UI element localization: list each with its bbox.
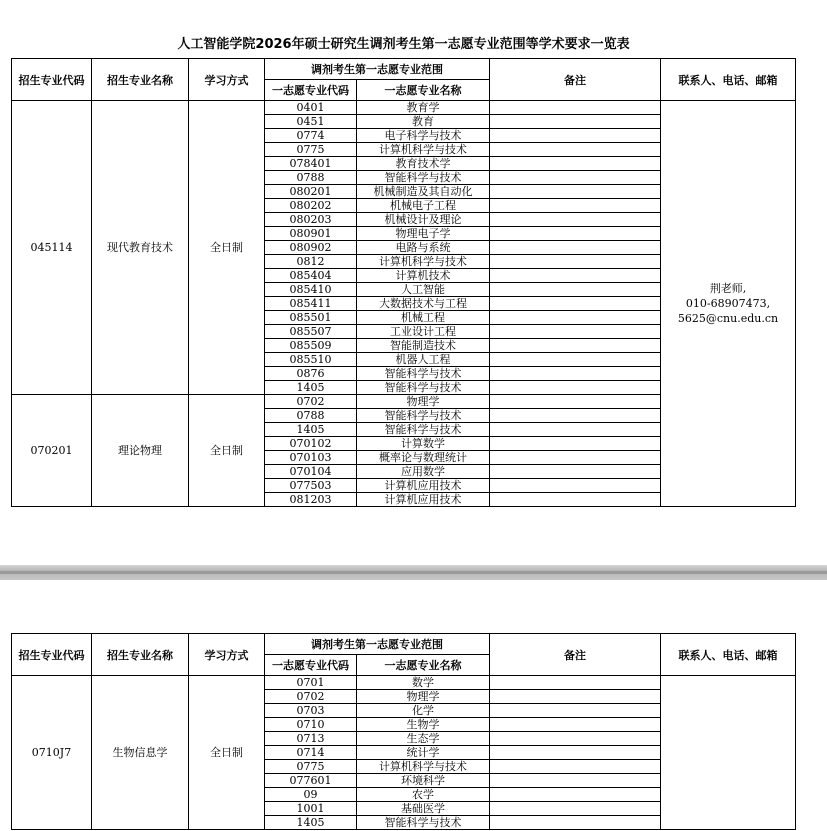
header-first-choice-code: 一志愿专业代码 <box>265 655 357 676</box>
first-choice-name-cell: 生态学 <box>357 732 490 746</box>
note-cell <box>490 129 661 143</box>
study-mode-cell: 全日制 <box>189 101 265 395</box>
first-choice-name-cell: 电路与系统 <box>357 241 490 255</box>
first-choice-name-cell: 教育技术学 <box>357 157 490 171</box>
first-choice-code-cell: 09 <box>265 788 357 802</box>
first-choice-code-cell: 1405 <box>265 423 357 437</box>
first-choice-name-cell: 计算机技术 <box>357 269 490 283</box>
first-choice-code-cell: 0714 <box>265 746 357 760</box>
note-cell <box>490 339 661 353</box>
note-cell <box>490 746 661 760</box>
first-choice-name-cell: 计算机科学与技术 <box>357 760 490 774</box>
header-study-mode: 学习方式 <box>189 59 265 101</box>
first-choice-name-cell: 智能科学与技术 <box>357 816 490 830</box>
first-choice-name-cell: 计算机应用技术 <box>357 493 490 507</box>
note-cell <box>490 451 661 465</box>
header-note: 备注 <box>490 59 661 101</box>
first-choice-code-cell: 070103 <box>265 451 357 465</box>
first-choice-name-cell: 教育 <box>357 115 490 129</box>
first-choice-name-cell: 应用数学 <box>357 465 490 479</box>
first-choice-code-cell: 085501 <box>265 311 357 325</box>
note-cell <box>490 115 661 129</box>
note-cell <box>490 325 661 339</box>
first-choice-code-cell: 085509 <box>265 339 357 353</box>
first-choice-name-cell: 大数据技术与工程 <box>357 297 490 311</box>
header-contact: 联系人、电话、邮箱 <box>661 634 796 676</box>
first-choice-name-cell: 智能科学与技术 <box>357 409 490 423</box>
first-choice-name-cell: 计算机科学与技术 <box>357 143 490 157</box>
first-choice-code-cell: 080901 <box>265 227 357 241</box>
first-choice-name-cell: 教育学 <box>357 101 490 115</box>
first-choice-name-cell: 工业设计工程 <box>357 325 490 339</box>
header-study-mode: 学习方式 <box>189 634 265 676</box>
note-cell <box>490 157 661 171</box>
requirements-table-page-2 <box>11 633 796 830</box>
major-name-cell: 现代教育技术 <box>92 101 189 395</box>
first-choice-code-cell: 080203 <box>265 213 357 227</box>
first-choice-name-cell: 机器人工程 <box>357 353 490 367</box>
first-choice-code-cell: 085411 <box>265 297 357 311</box>
table-row <box>12 676 796 690</box>
note-cell <box>490 732 661 746</box>
first-choice-name-cell: 化学 <box>357 704 490 718</box>
first-choice-code-cell: 0710 <box>265 718 357 732</box>
first-choice-code-cell: 0775 <box>265 143 357 157</box>
first-choice-name-cell: 计算机应用技术 <box>357 479 490 493</box>
table-row <box>12 101 796 115</box>
first-choice-name-cell: 计算数学 <box>357 437 490 451</box>
note-cell <box>490 367 661 381</box>
header-major-code: 招生专业代码 <box>12 634 92 676</box>
first-choice-code-cell: 0812 <box>265 255 357 269</box>
first-choice-code-cell: 077601 <box>265 774 357 788</box>
first-choice-code-cell: 1405 <box>265 816 357 830</box>
note-cell <box>490 774 661 788</box>
header-major-name: 招生专业名称 <box>92 59 189 101</box>
first-choice-code-cell: 085507 <box>265 325 357 339</box>
first-choice-name-cell: 智能科学与技术 <box>357 171 490 185</box>
first-choice-code-cell: 0702 <box>265 395 357 409</box>
major-name-cell: 生物信息学 <box>92 676 189 830</box>
note-cell <box>490 241 661 255</box>
first-choice-name-cell: 农学 <box>357 788 490 802</box>
header-contact: 联系人、电话、邮箱 <box>661 59 796 101</box>
first-choice-code-cell: 077503 <box>265 479 357 493</box>
note-cell <box>490 227 661 241</box>
document-page-2 <box>0 580 827 831</box>
note-cell <box>490 437 661 451</box>
note-cell <box>490 255 661 269</box>
first-choice-code-cell: 080902 <box>265 241 357 255</box>
contact-line: 荆老师, <box>709 282 747 295</box>
major-code-cell: 070201 <box>12 395 92 507</box>
first-choice-name-cell: 数学 <box>357 676 490 690</box>
first-choice-name-cell: 智能制造技术 <box>357 339 490 353</box>
requirements-table-page-1 <box>11 58 796 507</box>
first-choice-code-cell: 0401 <box>265 101 357 115</box>
first-choice-code-cell: 0775 <box>265 760 357 774</box>
first-choice-code-cell: 085404 <box>265 269 357 283</box>
first-choice-code-cell: 0701 <box>265 676 357 690</box>
note-cell <box>490 676 661 690</box>
first-choice-code-cell: 085410 <box>265 283 357 297</box>
first-choice-name-cell: 机械工程 <box>357 311 490 325</box>
first-choice-name-cell: 智能科学与技术 <box>357 367 490 381</box>
first-choice-name-cell: 人工智能 <box>357 283 490 297</box>
first-choice-code-cell: 1405 <box>265 381 357 395</box>
first-choice-code-cell: 078401 <box>265 157 357 171</box>
note-cell <box>490 423 661 437</box>
first-choice-name-cell: 生物学 <box>357 718 490 732</box>
first-choice-name-cell: 概率论与数理统计 <box>357 451 490 465</box>
first-choice-name-cell: 机械电子工程 <box>357 199 490 213</box>
first-choice-code-cell: 080201 <box>265 185 357 199</box>
first-choice-code-cell: 0788 <box>265 171 357 185</box>
major-code-cell: 045114 <box>12 101 92 395</box>
first-choice-name-cell: 智能科学与技术 <box>357 381 490 395</box>
contact-cell <box>661 676 796 830</box>
first-choice-name-cell: 机械制造及其自动化 <box>357 185 490 199</box>
first-choice-code-cell: 0703 <box>265 704 357 718</box>
header-first-choice-range: 调剂考生第一志愿专业范围 <box>265 59 490 80</box>
major-name-cell: 理论物理 <box>92 395 189 507</box>
header-first-choice-name: 一志愿专业名称 <box>357 655 490 676</box>
note-cell <box>490 353 661 367</box>
first-choice-code-cell: 0774 <box>265 129 357 143</box>
first-choice-name-cell: 计算机科学与技术 <box>357 255 490 269</box>
study-mode-cell: 全日制 <box>189 676 265 830</box>
note-cell <box>490 101 661 115</box>
page-separator <box>0 565 827 580</box>
contact-line: 5625@cnu.edu.cn <box>677 312 779 325</box>
first-choice-name-cell: 物理学 <box>357 395 490 409</box>
note-cell <box>490 816 661 830</box>
note-cell <box>490 311 661 325</box>
note-cell <box>490 479 661 493</box>
note-cell <box>490 171 661 185</box>
first-choice-code-cell: 0451 <box>265 115 357 129</box>
first-choice-code-cell: 0702 <box>265 690 357 704</box>
note-cell <box>490 788 661 802</box>
note-cell <box>490 381 661 395</box>
note-cell <box>490 690 661 704</box>
first-choice-code-cell: 0876 <box>265 367 357 381</box>
note-cell <box>490 718 661 732</box>
first-choice-name-cell: 智能科学与技术 <box>357 423 490 437</box>
note-cell <box>490 465 661 479</box>
first-choice-code-cell: 080202 <box>265 199 357 213</box>
study-mode-cell: 全日制 <box>189 395 265 507</box>
note-cell <box>490 493 661 507</box>
note-cell <box>490 213 661 227</box>
first-choice-code-cell: 070102 <box>265 437 357 451</box>
note-cell <box>490 199 661 213</box>
first-choice-name-cell: 机械设计及理论 <box>357 213 490 227</box>
first-choice-name-cell: 物理学 <box>357 690 490 704</box>
header-first-choice-range: 调剂考生第一志愿专业范围 <box>265 634 490 655</box>
first-choice-code-cell: 085510 <box>265 353 357 367</box>
first-choice-code-cell: 0713 <box>265 732 357 746</box>
first-choice-name-cell: 电子科学与技术 <box>357 129 490 143</box>
note-cell <box>490 269 661 283</box>
document-title: 人工智能学院2026年硕士研究生调剂考生第一志愿专业范围等学术要求一览表 <box>177 37 630 52</box>
header-note: 备注 <box>490 634 661 676</box>
first-choice-code-cell: 0788 <box>265 409 357 423</box>
first-choice-name-cell: 环境科学 <box>357 774 490 788</box>
first-choice-name-cell: 基础医学 <box>357 802 490 816</box>
note-cell <box>490 395 661 409</box>
note-cell <box>490 409 661 423</box>
note-cell <box>490 760 661 774</box>
header-first-choice-code: 一志愿专业代码 <box>265 80 357 101</box>
first-choice-code-cell: 081203 <box>265 493 357 507</box>
header-major-code: 招生专业代码 <box>12 59 92 101</box>
first-choice-code-cell: 070104 <box>265 465 357 479</box>
note-cell <box>490 283 661 297</box>
header-major-name: 招生专业名称 <box>92 634 189 676</box>
first-choice-name-cell: 统计学 <box>357 746 490 760</box>
header-first-choice-name: 一志愿专业名称 <box>357 80 490 101</box>
note-cell <box>490 802 661 816</box>
note-cell <box>490 185 661 199</box>
note-cell <box>490 143 661 157</box>
major-code-cell: 0710J7 <box>12 676 92 830</box>
first-choice-code-cell: 1001 <box>265 802 357 816</box>
note-cell <box>490 704 661 718</box>
note-cell <box>490 297 661 311</box>
contact-line: 010-68907473, <box>685 297 771 310</box>
first-choice-name-cell: 物理电子学 <box>357 227 490 241</box>
contact-cell <box>661 101 796 507</box>
